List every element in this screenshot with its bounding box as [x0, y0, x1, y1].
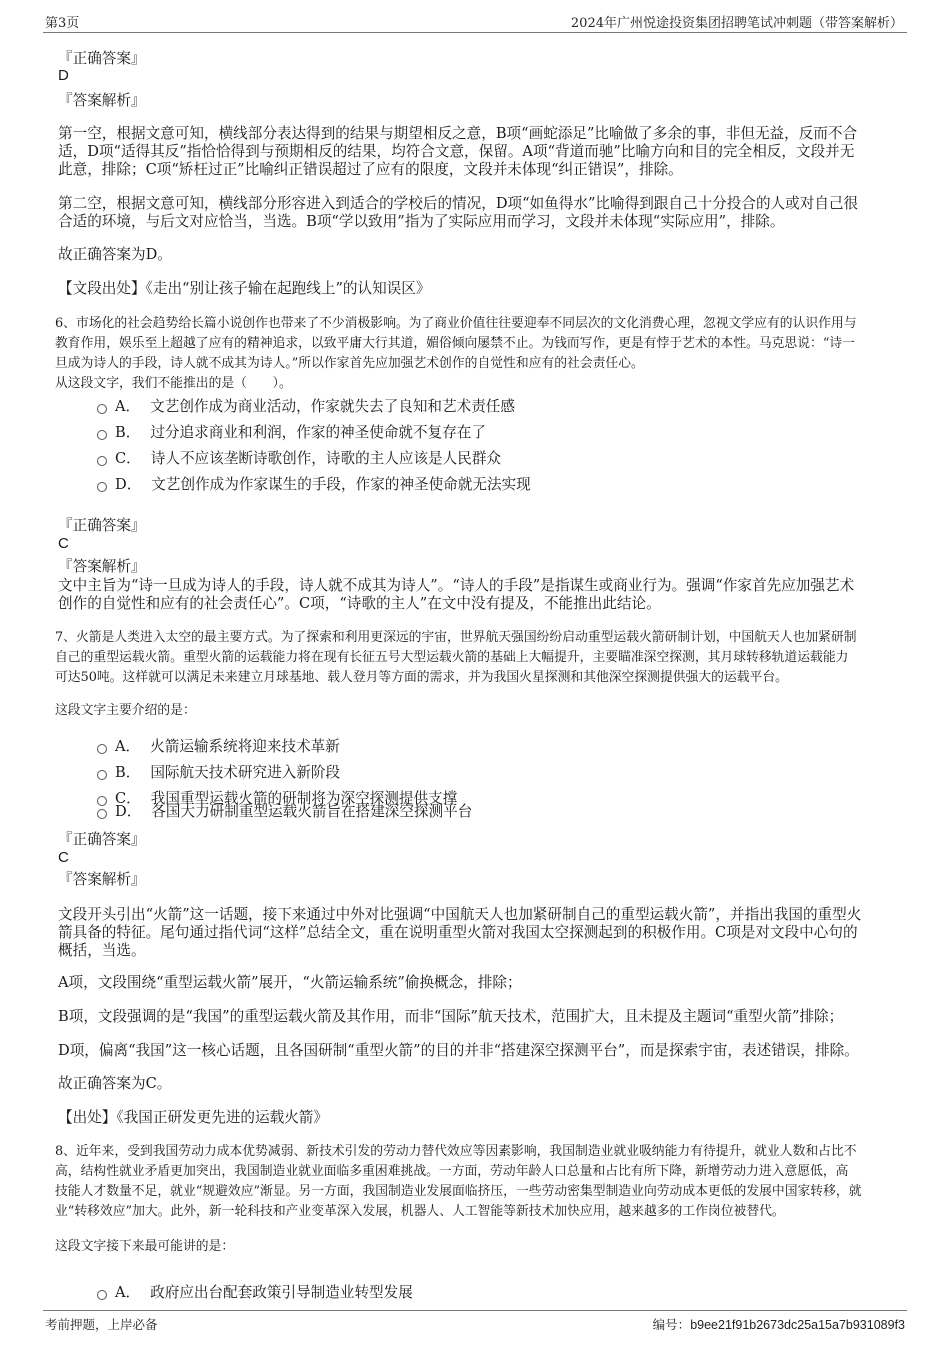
document-title: 2024年广州悦途投资集团招聘笔试冲刺题（带答案解析）: [570, 16, 903, 31]
radio-icon[interactable]: [97, 770, 107, 780]
q8-option-a[interactable]: A． 政府应出台配套政策引导制造业转型发展: [97, 1284, 413, 1301]
q5-analysis-heading: 『答案解析』: [58, 92, 146, 109]
q6-stem-line: 6、市场化的社会趋势给长篇小说创作也带来了不少消极影响。为了商业价值往往要迎奉不同层次的文化消费心理，忽视文学应有的认识作用与: [55, 316, 857, 331]
q6-stem-line: 旦成为诗人的手段，诗人就不成其为诗人。”所以作家首先应加强艺术创作的自觉性和应有的社会责任心。: [55, 356, 644, 371]
q5-conclusion: 故正确答案为D。: [58, 246, 172, 263]
q5-answer: D: [58, 67, 69, 84]
q8-stem-line: 8、近年来，受到我国劳动力成本优势减弱、新技术引发的劳动力替代效应等因素影响，我国制造业就业吸纳能力有待提升，就业人数和占比不: [55, 1144, 857, 1159]
page-header: [43, 8, 907, 33]
q7-stem-line: 7、火箭是人类进入太空的最主要方式。为了探索和利用更深远的宇宙，世界航天强国纷纷启动重型运载火箭研制计划，中国航天人也加紧研制: [55, 630, 857, 645]
q7-option-b[interactable]: B． 国际航天技术研究进入新阶段: [97, 764, 340, 781]
q5-analysis-line: 第一空，根据文意可知，横线部分表达得到的结果与期望相反之意，B项“画蛇添足”比喻做了多余的事，非但无益，反而不合: [58, 125, 858, 142]
q5-analysis-line: 此意，排除；C项“矫枉过正”比喻纠正错误超过了应有的限度，文段并未体现“纠正错误”，排除。: [58, 161, 683, 178]
q6-question: 从这段文字，我们不能推出的是（ ）。: [55, 376, 292, 391]
radio-icon[interactable]: [97, 430, 107, 440]
q7-conclusion: 故正确答案为C。: [58, 1075, 172, 1092]
footer-slogan: 考前押题，上岸必备: [45, 1317, 158, 1332]
q6-option-a[interactable]: A． 文艺创作成为商业活动，作家就失去了良知和艺术责任感: [97, 398, 515, 415]
q7-stem-line: 可达50吨。这样就可以满足未来建立月球基地、载人登月等方面的需求，并为我国火星探测和其他深空探测提供强大的运载平台。: [55, 670, 788, 685]
q7-stem-line: 自己的重型运载火箭。重型火箭的运载能力将在现有长征五号大型运载火箭的基础上大幅提升，主要瞄准深空探测，其月球转移轨道运载能力: [55, 650, 849, 665]
q7-analysis-line: D项，偏离“我国”这一核心话题，且各国研制“重型火箭”的目的并非“搭建深空探测平台”，而是探索宇宙，表述错误，排除。: [58, 1042, 859, 1059]
q7-option-d[interactable]: D． 各国大力研制重型运载火箭旨在搭建深空探测平台: [97, 803, 472, 820]
q6-analysis-line: 文中主旨为“诗一旦成为诗人的手段，诗人就不成其为诗人”。“诗人的手段”是指谋生或商业行为。强调“作家首先应加强艺术: [58, 577, 855, 594]
q7-option-c[interactable]: C． 我国重型运载火箭的研制将为深空探测提供支撑: [97, 790, 457, 807]
q7-source: 【出处】《我国正研发更先进的运载火箭》: [58, 1109, 328, 1126]
q7-answer-heading: 『正确答案』: [58, 831, 146, 848]
q8-question: 这段文字接下来最可能讲的是：: [55, 1239, 235, 1254]
q7-analysis-line: 箭具备的特征。尾句通过指代词“这样”总结全文，重在说明重型火箭对我国太空探测起到的积极作用。C项是对文段中心句的: [58, 924, 858, 941]
q6-answer-heading: 『正确答案』: [58, 517, 146, 534]
q7-analysis-heading: 『答案解析』: [58, 871, 146, 888]
q6-stem-line: 教育作用，娱乐至上超越了应有的精神追求，以致平庸大行其道，媚俗倾向屡禁不止。为钱而写作，更是有悖于艺术的本性。马克思说：“诗一: [55, 336, 855, 351]
q7-analysis-line: B项，文段强调的是“我国”的重型运载火箭及其作用，而非“国际”航天技术，范围扩大，且未提及主题词“重型火箭”排除；: [58, 1008, 844, 1025]
q5-answer-heading: 『正确答案』: [58, 50, 146, 67]
q6-analysis-heading: 『答案解析』: [58, 558, 146, 575]
radio-icon[interactable]: [97, 1290, 107, 1300]
radio-icon[interactable]: [97, 456, 107, 466]
radio-icon[interactable]: [97, 809, 107, 819]
q5-analysis-line: 合适的环境，与后文对应恰当，当选。B项“学以致用”指为了实际应用而学习，文段并未体现“实际应用”，排除。: [58, 213, 785, 230]
q8-stem-line: 业“转移效应”加大。此外，新一轮科技和产业变革深入发展，机器人、人工智能等新技术加快应用，越来越多的工作岗位被替代。: [55, 1204, 785, 1219]
q7-analysis-line: A项，文段围绕“重型运载火箭”展开，“火箭运输系统”偷换概念，排除；: [58, 974, 522, 991]
document-code: 编号：b9ee21f91b2673dc25a15a7b931089f3: [652, 1317, 905, 1332]
q6-option-c[interactable]: C． 诗人不应该垄断诗歌创作，诗歌的主人应该是人民群众: [97, 450, 501, 467]
q5-source: 【文段出处】《走出“别让孩子输在起跑线上”的认知误区》: [58, 280, 431, 297]
radio-icon[interactable]: [97, 404, 107, 414]
q7-question: 这段文字主要介绍的是：: [55, 703, 196, 718]
q7-analysis-line: 文段开头引出“火箭”这一话题，接下来通过中外对比强调“中国航天人也加紧研制自己的重型运载火箭”，并指出我国的重型火: [58, 906, 862, 923]
q8-stem-line: 技能人才数量不足，就业“规避效应”渐显。另一方面，我国制造业发展面临挤压，一些劳动密集型制造业向劳动成本更低的发展中国家转移，就: [55, 1184, 862, 1199]
q8-stem-line: 高，结构性就业矛盾更加突出，我国制造业就业面临多重困难挑战。一方面，劳动年龄人口总量和占比有所下降，新增劳动力进入意愿低，高: [55, 1164, 849, 1179]
page-number: 第3页: [45, 16, 80, 31]
q6-option-b[interactable]: B． 过分追求商业和利润，作家的神圣使命就不复存在了: [97, 424, 486, 441]
q5-analysis-line: 第二空，根据文意可知，横线部分形容进入到适合的学校后的情况，D项“如鱼得水”比喻得到跟自己十分投合的人或对自己很: [58, 195, 859, 212]
q7-answer: C: [58, 849, 69, 866]
q5-analysis-line: 适，D项“适得其反”指恰恰得到与预期相反的结果，均符合文意，保留。A项“背道而驰”比喻方向和目的完全相反，文段并无: [58, 143, 855, 160]
page-footer: [43, 1310, 907, 1335]
q7-analysis-line: 概括，当选。: [58, 942, 146, 959]
q6-analysis-line: 创作的自觉性和应有的社会责任心”。C项，“诗歌的主人”在文中没有提及，不能推出此结论。: [58, 595, 661, 612]
q6-option-d[interactable]: D． 文艺创作成为作家谋生的手段，作家的神圣使命就无法实现: [97, 476, 531, 493]
radio-icon[interactable]: [97, 482, 107, 492]
radio-icon[interactable]: [97, 744, 107, 754]
q6-answer: C: [58, 535, 69, 552]
q7-option-a[interactable]: A． 火箭运输系统将迎来技术革新: [97, 738, 340, 755]
